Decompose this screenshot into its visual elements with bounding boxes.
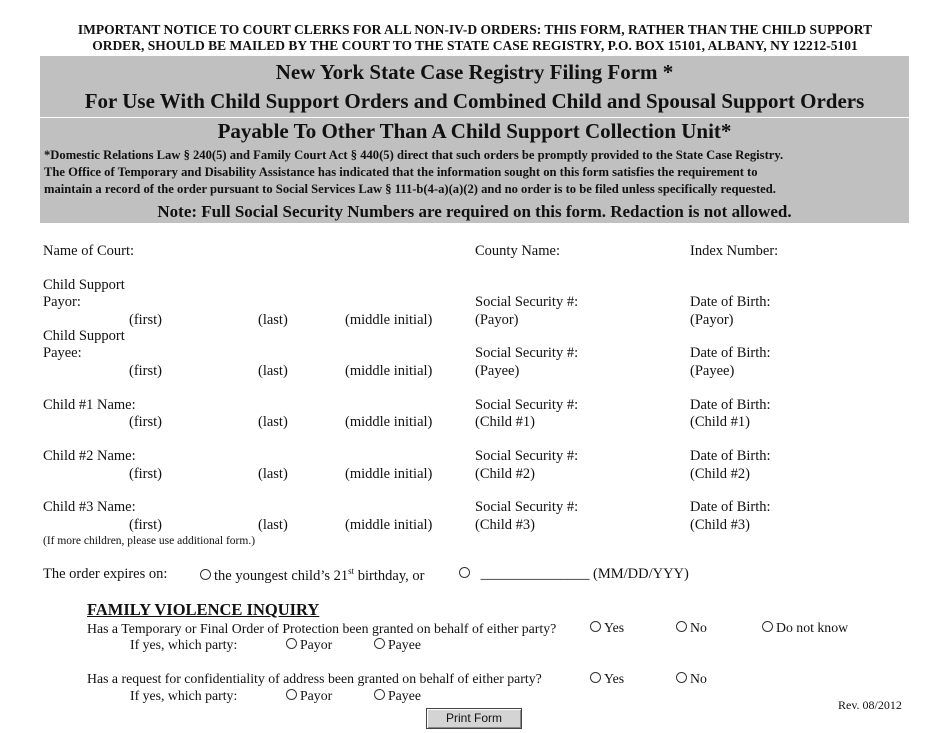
q2-payor-radio[interactable]	[286, 689, 297, 700]
fvi-q1-no[interactable]: No	[676, 620, 707, 636]
q2-no-radio[interactable]	[676, 672, 687, 683]
form-subtitle-2: Payable To Other Than A Child Support Collection Unit*	[217, 119, 732, 143]
payee-first-hint: (first)	[129, 363, 163, 379]
footnote-line-1: *Domestic Relations Law § 240(5) and Family Court Act § 440(5) direct that such orders be promptly provided to the State Case Registry.	[44, 148, 784, 162]
expires-youngest-radio[interactable]	[200, 569, 211, 580]
court-name-label: Name of Court:	[43, 243, 135, 259]
expires-option-date[interactable]	[459, 566, 689, 583]
fvi-q1-yes[interactable]: Yes	[590, 620, 624, 636]
q2-yes-radio[interactable]	[590, 672, 601, 683]
print-form-button[interactable]: Print Form	[426, 708, 522, 729]
form-subtitle: For Use With Child Support Orders and Combined Child and Spousal Support Orders	[84, 89, 865, 113]
child2-ssn-label: Social Security #:	[475, 448, 579, 464]
child2-last-hint: (last)	[258, 466, 288, 482]
child2-label: Child #2 Name:	[43, 448, 136, 464]
expires-label: The order expires on:	[43, 566, 168, 582]
child2-middle-hint: (middle initial)	[345, 466, 433, 482]
child2-ssn-sub: (Child #2)	[475, 466, 536, 482]
child3-last-hint: (last)	[258, 517, 288, 533]
payor-ssn-label: Social Security #:	[475, 294, 579, 310]
payor-ssn-sub: (Payor)	[475, 312, 519, 328]
child2-dob-label: Date of Birth:	[690, 448, 771, 464]
fvi-q1-dontknow[interactable]: Do not know	[762, 620, 848, 636]
child1-ssn-label: Social Security #:	[475, 397, 579, 413]
footnote-line-3: maintain a record of the order pursuant to Social Services Law § 111-b(4-a)(a)(2) and no order is to be filed unless specifically requested.	[44, 182, 776, 196]
fvi-q1-payor[interactable]: Payor	[286, 637, 332, 653]
fvi-heading: FAMILY VIOLENCE INQUIRY	[87, 600, 320, 619]
fvi-q2-yes[interactable]: Yes	[590, 671, 624, 687]
child1-middle-hint: (middle initial)	[345, 414, 433, 430]
expires-date-format: (MM/DD/YYY)	[593, 566, 689, 582]
payee-ssn-label: Social Security #:	[475, 345, 579, 361]
q2-payee-radio[interactable]	[374, 689, 385, 700]
fvi-q2-payee[interactable]: Payee	[374, 688, 421, 704]
payor-dob-sub: (Payor)	[690, 312, 734, 328]
child1-first-hint: (first)	[129, 414, 163, 430]
child3-first-hint: (first)	[129, 517, 163, 533]
child1-ssn-sub: (Child #1)	[475, 414, 536, 430]
child3-ssn-sub: (Child #3)	[475, 517, 536, 533]
payee-middle-hint: (middle initial)	[345, 363, 433, 379]
index-number-label: Index Number:	[690, 243, 779, 259]
notice-line-2: ORDER, SHOULD BE MAILED BY THE COURT TO THE STATE CASE REGISTRY, P.O. BOX 15101, ALBANY, NY 12212-5101	[92, 38, 858, 53]
payor-first-hint: (first)	[129, 312, 163, 328]
payor-label-b: Payor:	[43, 294, 81, 310]
footnote-line-2: The Office of Temporary and Disability Assistance has indicated that the information sought on this form satisfies the requirement to	[44, 165, 758, 179]
child1-dob-sub: (Child #1)	[690, 414, 751, 430]
ssn-note: Note: Full Social Security Numbers are required on this form. Redaction is not allowed.	[157, 202, 792, 221]
payee-last-hint: (last)	[258, 363, 288, 379]
more-children-note: (If more children, please use additional form.)	[43, 535, 256, 547]
payee-label-b: Payee:	[43, 345, 82, 361]
fvi-q1: Has a Temporary or Final Order of Protection been granted on behalf of either party?	[87, 621, 557, 636]
fvi-q1-payee[interactable]: Payee	[374, 637, 421, 653]
expires-date-blank[interactable]: _______________	[480, 566, 590, 582]
child1-last-hint: (last)	[258, 414, 288, 430]
q1-no-radio[interactable]	[676, 621, 687, 632]
q1-dontknow-radio[interactable]	[762, 621, 773, 632]
child1-label: Child #1 Name:	[43, 397, 136, 413]
fvi-q1-which: If yes, which party:	[130, 637, 238, 652]
payor-middle-hint: (middle initial)	[345, 312, 433, 328]
payee-ssn-sub: (Payee)	[475, 363, 520, 379]
child3-label: Child #3 Name:	[43, 499, 136, 515]
payee-label-a: Child Support	[43, 328, 125, 344]
county-name-label: County Name:	[475, 243, 560, 259]
revision-label: Rev. 08/2012	[838, 698, 902, 712]
form-title: New York State Case Registry Filing Form *	[275, 60, 674, 84]
fvi-q2-no[interactable]: No	[676, 671, 707, 687]
fvi-q2: Has a request for confidentiality of address been granted on behalf of either party?	[87, 671, 542, 686]
payor-last-hint: (last)	[258, 312, 288, 328]
child3-dob-label: Date of Birth:	[690, 499, 771, 515]
child1-dob-label: Date of Birth:	[690, 397, 771, 413]
payor-label-a: Child Support	[43, 277, 125, 293]
child2-first-hint: (first)	[129, 466, 163, 482]
q1-payor-radio[interactable]	[286, 638, 297, 649]
fvi-q2-which: If yes, which party:	[130, 688, 238, 703]
payee-dob-sub: (Payee)	[690, 363, 735, 379]
expires-option-youngest[interactable]: the youngest child’s 21st birthday, or	[200, 566, 424, 585]
expires-date-radio[interactable]	[459, 567, 470, 578]
child3-dob-sub: (Child #3)	[690, 517, 751, 533]
payor-dob-label: Date of Birth:	[690, 294, 771, 310]
payee-dob-label: Date of Birth:	[690, 345, 771, 361]
fvi-q2-payor[interactable]: Payor	[286, 688, 332, 704]
child3-ssn-label: Social Security #:	[475, 499, 579, 515]
child3-middle-hint: (middle initial)	[345, 517, 433, 533]
q1-payee-radio[interactable]	[374, 638, 385, 649]
child2-dob-sub: (Child #2)	[690, 466, 751, 482]
q1-yes-radio[interactable]	[590, 621, 601, 632]
notice-line-1: IMPORTANT NOTICE TO COURT CLERKS FOR ALL NON-IV-D ORDERS: THIS FORM, RATHER THAN THE CHILD SUPPORT	[77, 22, 873, 37]
